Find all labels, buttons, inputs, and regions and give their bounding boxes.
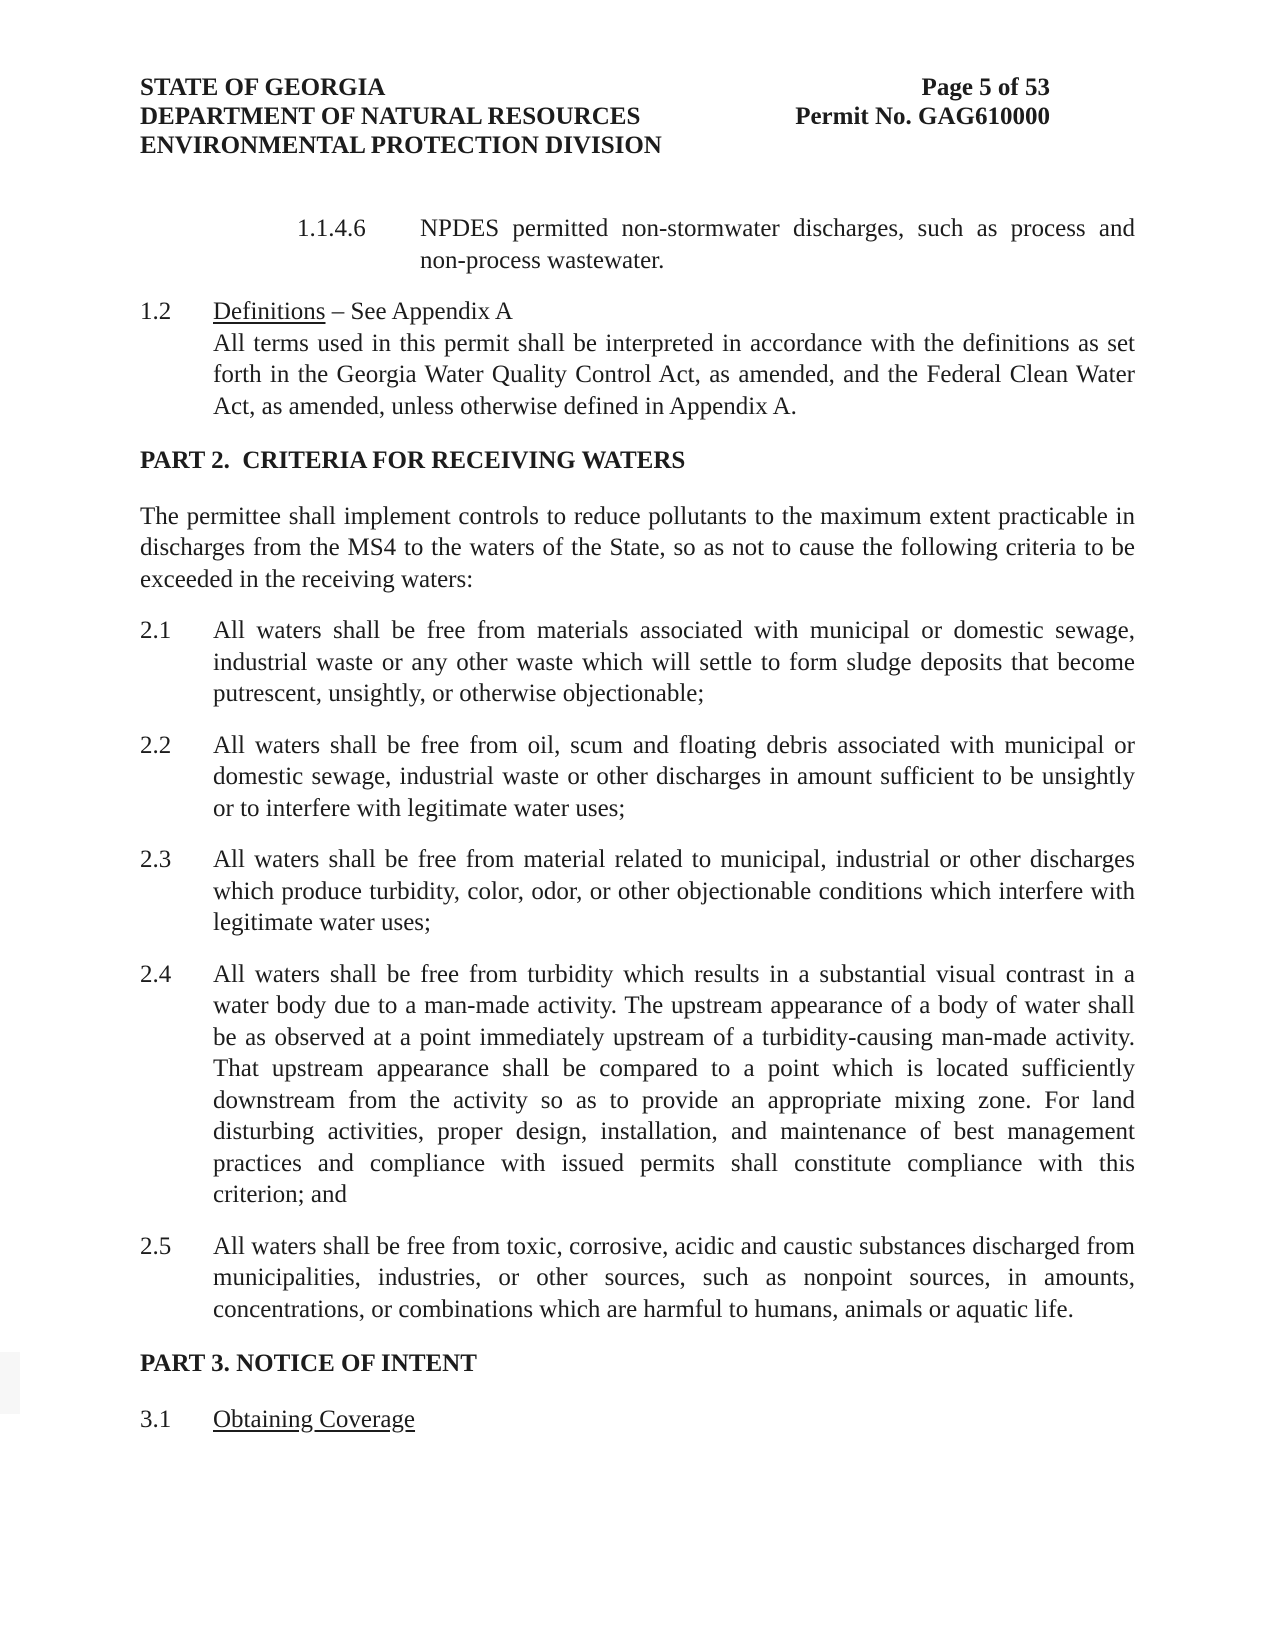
item-lead-line [213, 296, 1135, 328]
document-content [140, 213, 1135, 1435]
item-body [420, 213, 1135, 276]
header-agency-line-state: STATE OF GEORGIA [140, 74, 386, 101]
item-text: All waters shall be free from material related to municipal, industrial or other discharges which produce turbidity, color, odor, or other objectionable conditions which interfere with legitimate water uses; [213, 846, 1135, 936]
item-number: 1.2 [140, 298, 172, 325]
item-text: All waters shall be free from materials associated with municipal or domestic sewage, industrial waste or any other waste which will settle to form sludge deposits that become putrescent, unsightly, or otherwise objectionable; [213, 617, 1135, 707]
body-paragraph: The permittee shall implement controls to reduce pollutants to the maximum extent practicable in discharges from the MS4 to the waters of the State, so as not to cause the following criteria to be exceeded in the receiving waters: [140, 502, 1135, 593]
item-number: 1.1.4.6 [297, 215, 366, 242]
section-item-1-1-4-6 [297, 213, 1135, 276]
item-body [213, 1231, 1135, 1326]
part-heading: PART 3. NOTICE OF INTENT [140, 1350, 477, 1377]
item-number: 2.1 [140, 617, 172, 644]
section-item-2-1 [140, 615, 1135, 710]
item-body [213, 296, 1135, 422]
item-body [213, 1404, 1135, 1436]
item-lead-line [213, 1404, 1135, 1436]
item-body [213, 730, 1135, 825]
header-page-info-block [795, 73, 1050, 131]
item-body [213, 615, 1135, 710]
section-item-2-3 [140, 844, 1135, 939]
header-page-number: Page 5 of 53 [921, 74, 1050, 101]
underlined-heading: Definitions [213, 298, 326, 325]
item-text: NPDES permitted non-stormwater discharges, such as process and non-process wastewater. [420, 215, 1135, 274]
item-number: 2.4 [140, 960, 172, 988]
item-number: 3.1 [140, 1405, 172, 1433]
section-item-2-5 [140, 1231, 1135, 1326]
item-body [213, 959, 1135, 1211]
item-number: 2.5 [140, 1232, 172, 1260]
item-text: All waters shall be free from toxic, corrosive, acidic and caustic substances discharged from municipalities, industries, or other sources, such as nonpoint sources, in amounts, concentrations, or combinations which are harmful to humans, animals or aquatic life. [213, 1232, 1135, 1323]
header-agency-line-department: DEPARTMENT OF NATURAL RESOURCES [140, 103, 641, 130]
item-text: All waters shall be free from oil, scum and floating debris associated with municipal or domestic sewage, industrial waste or other discharges in amount sufficient to be unsightly or to interfere with legitimate water uses; [213, 731, 1135, 822]
section-item-1-2 [140, 296, 1135, 422]
section-item-2-2 [140, 730, 1135, 825]
item-number: 2.2 [140, 731, 172, 759]
section-item-2-4 [140, 959, 1135, 1211]
underlined-heading: Obtaining Coverage [213, 1405, 416, 1433]
header-permit-number: Permit No. GAG610000 [795, 103, 1050, 130]
header-agency-line-division: ENVIRONMENTAL PROTECTION DIVISION [140, 132, 662, 159]
item-body [213, 844, 1135, 939]
page-header [140, 73, 1135, 160]
section-item-3-1 [140, 1404, 1135, 1436]
scan-artifact [0, 1352, 20, 1414]
header-agency-block [140, 73, 662, 160]
item-text: All waters shall be free from turbidity which results in a substantial visual contrast in a water body due to a man-made activity. The upstream appearance of a body of water shall be as observed at a point immediately upstream of a turbidity-causing man-made activity. That upstream appearance shall be compared to a point which is located sufficiently downstream from the activity so as to provide an appropriate mixing zone. For land disturbing activities, proper design, installation, and maintenance of best management practices and compliance with issued permits shall constitute compliance with this criterion; and [213, 960, 1135, 1208]
item-lead-suffix: – See Appendix A [325, 298, 513, 325]
item-number: 2.3 [140, 846, 172, 873]
part-heading: PART 2. CRITERIA FOR RECEIVING WATERS [140, 447, 686, 474]
item-text: All terms used in this permit shall be interpreted in accordance with the definitions as set forth in the Georgia Water Quality Control Act, as amended, and the Federal Clean Water Act, as amended, unless otherwise defined in Appendix A. [213, 329, 1135, 420]
